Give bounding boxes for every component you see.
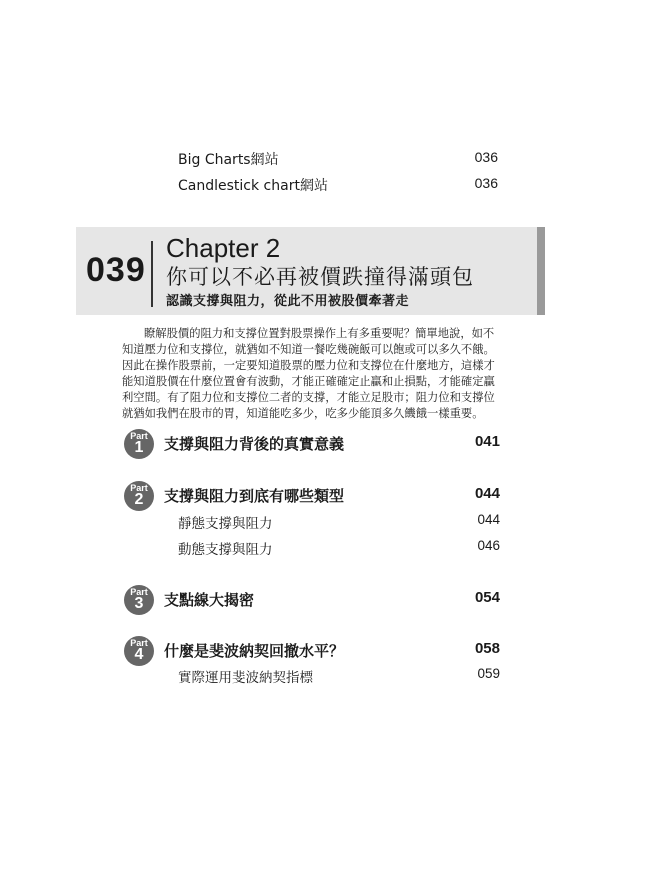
sub-entry-page: 059 <box>477 666 500 681</box>
intro-line: 瞭解股價的阻力和支撐位置對股票操作上有多重要呢？簡單地說，如不 <box>144 327 495 340</box>
chapter-intro <box>122 326 536 422</box>
toc-entry[interactable] <box>178 175 498 195</box>
part-page: 041 <box>474 433 500 450</box>
intro-line: 利空間。有了阻力位和支撐位二者的支撐，才能立足股市；阻力位和支撐位 <box>122 391 495 404</box>
part-page: 044 <box>474 485 500 502</box>
part-badge <box>124 585 154 615</box>
sub-entry-title: 實際運用斐波納契指標 <box>178 670 313 686</box>
sub-entry[interactable] <box>178 538 500 558</box>
part-title: 支點線大揭密 <box>164 591 255 609</box>
part-page: 054 <box>474 589 500 606</box>
sub-entry-page: 046 <box>477 538 500 553</box>
sub-entry[interactable] <box>178 512 500 532</box>
intro-line: 能知道股價在什麼位置會有波動，才能正確確定止贏和止損點，才能確定贏 <box>122 375 495 388</box>
toc-entry-title: Big Charts網站 <box>178 152 279 168</box>
part-badge-word: Part <box>130 431 148 441</box>
chapter-divider <box>151 241 153 307</box>
part-badge-number: 2 <box>134 491 144 508</box>
intro-line: 因此在操作股票前，一定要知道股票的壓力位和支撐位在什麼地方，這樣才 <box>122 359 495 372</box>
part-badge-number: 3 <box>134 595 144 612</box>
part-badge-word: Part <box>130 638 148 648</box>
intro-line: 就猶如我們在股市的胃，知道能吃多少，吃多少能頂多久饑餓一樣重要。 <box>122 407 484 420</box>
banner-accent-bar <box>537 227 545 315</box>
sub-entry-title: 靜態支撐與阻力 <box>178 516 273 532</box>
chapter-title: 你可以不必再被價跌撞得滿頭包 <box>166 265 474 289</box>
intro-line: 知道壓力位和支撐位，就猶如不知道一餐吃幾碗飯可以飽或可以多久不餓。 <box>122 343 495 356</box>
part-badge <box>124 636 154 666</box>
sub-entry-title: 動態支撐與阻力 <box>178 542 273 558</box>
part-title: 什麼是斐波納契回撤水平？ <box>164 642 345 660</box>
chapter-label: Chapter 2 <box>166 233 281 263</box>
part-badge <box>124 481 154 511</box>
part-badge-number: 1 <box>134 439 144 456</box>
part-title: 支撐與阻力到底有哪些類型 <box>164 487 345 505</box>
part-badge-word: Part <box>130 483 148 493</box>
toc-entry-page: 036 <box>474 175 498 191</box>
part-badge-number: 4 <box>134 646 144 663</box>
part-badge-word: Part <box>130 587 148 597</box>
toc-entry-title: Candlestick chart網站 <box>178 178 328 194</box>
part-page: 058 <box>474 640 500 657</box>
part-title: 支撐與阻力背後的真實意義 <box>164 435 345 453</box>
chapter-page-number: 039 <box>86 251 146 289</box>
sub-entry-page: 044 <box>477 512 500 527</box>
chapter-subtitle: 認識支撐與阻力，從此不用被股價牽著走 <box>166 294 410 309</box>
chapter-banner[interactable] <box>76 227 545 315</box>
toc-entry[interactable] <box>178 149 498 169</box>
toc-entry-page: 036 <box>474 149 498 165</box>
sub-entry[interactable] <box>178 666 500 686</box>
part-badge <box>124 429 154 459</box>
